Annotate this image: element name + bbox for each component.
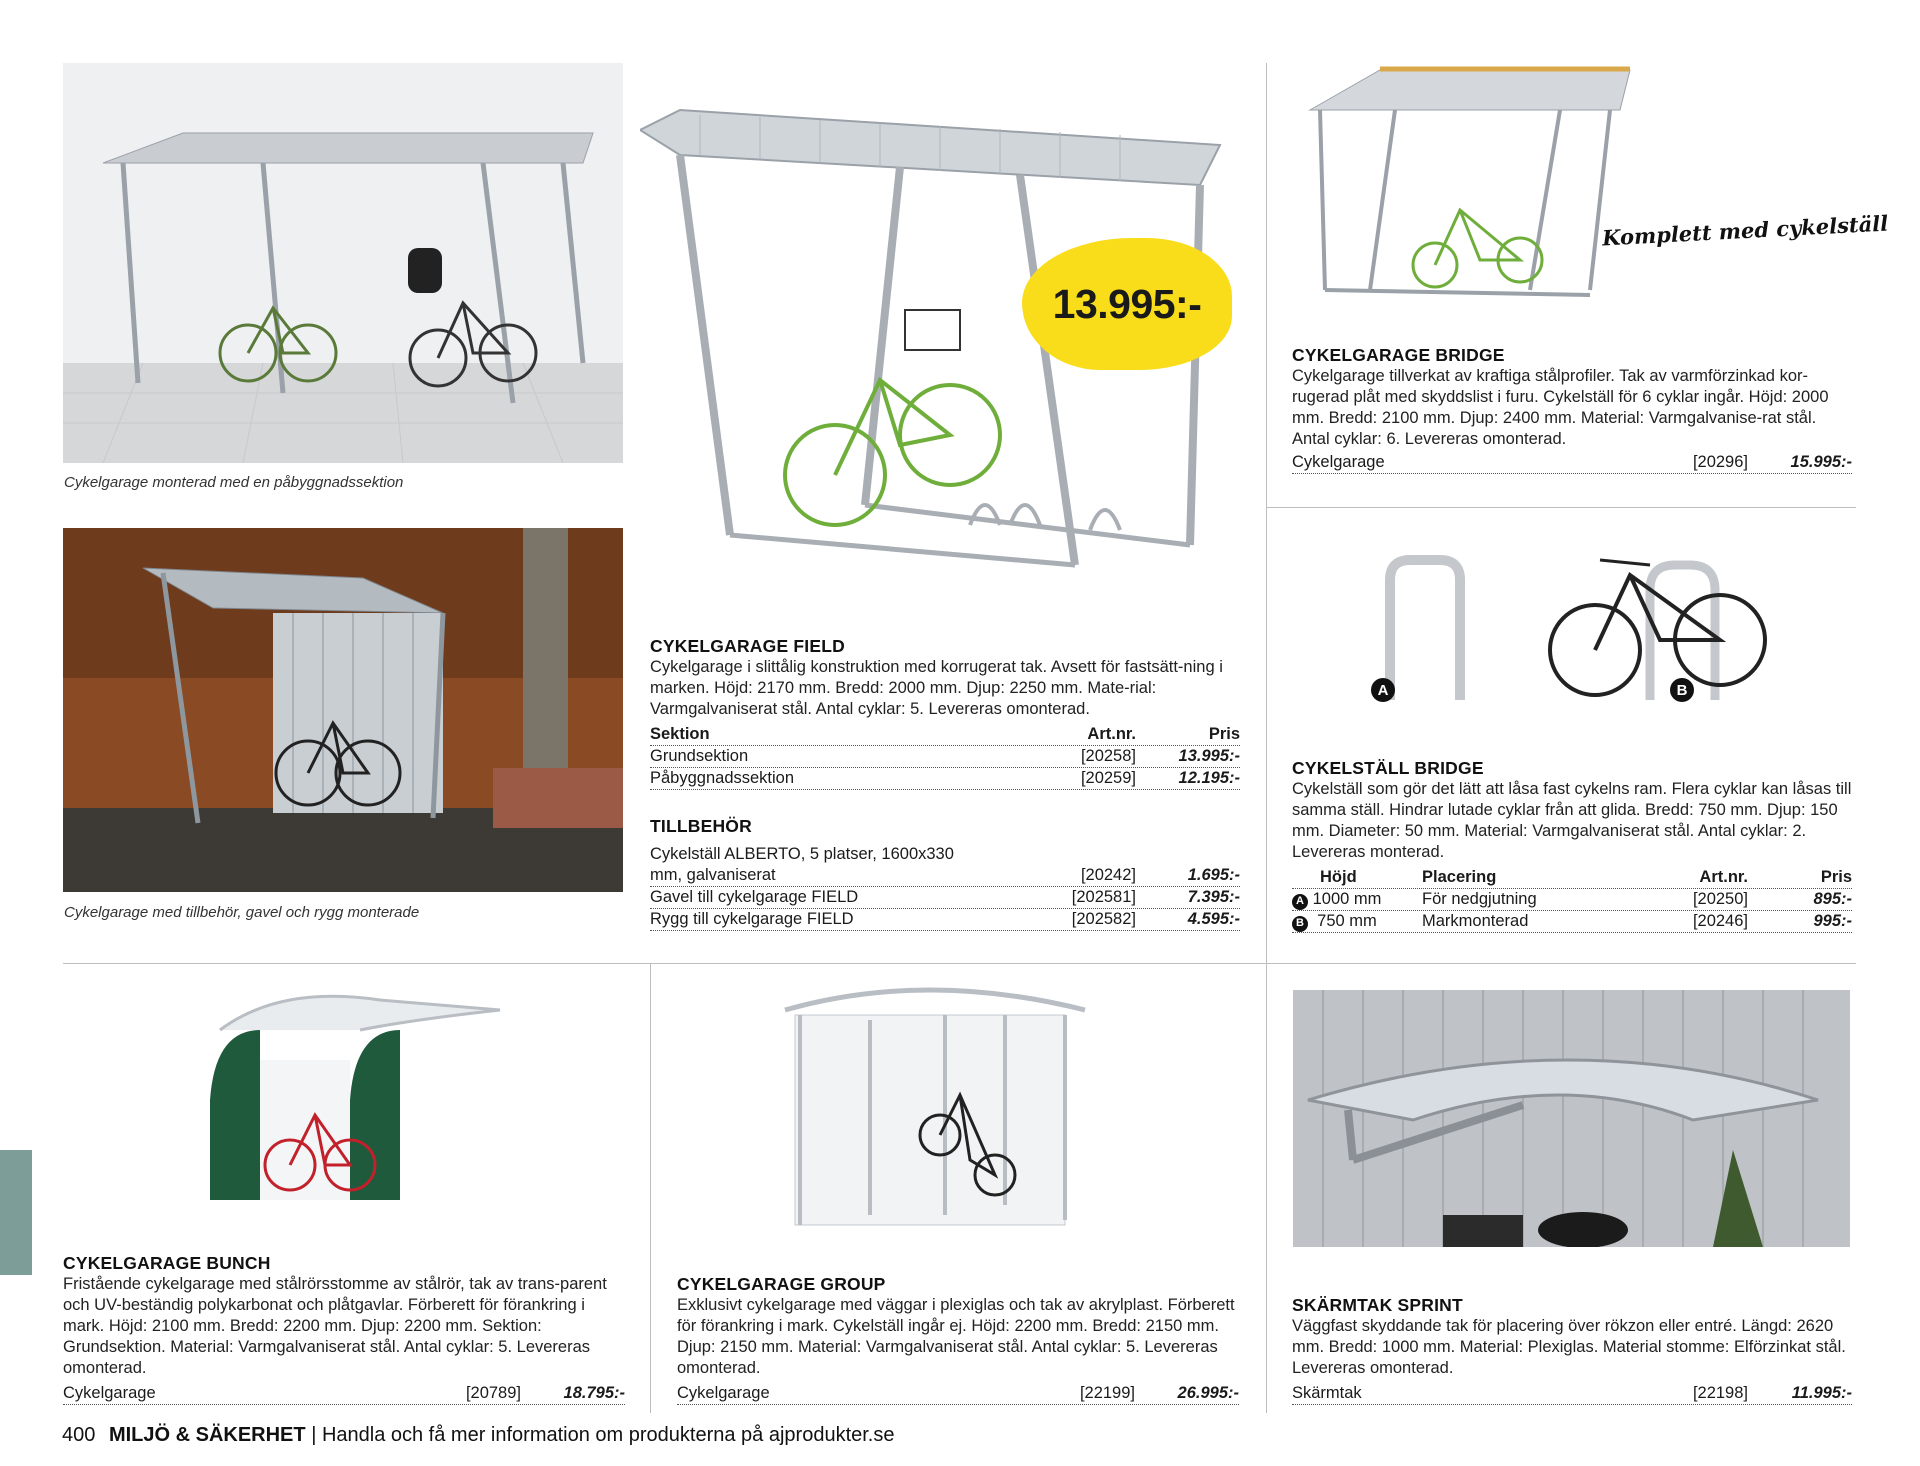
field-desc: Cykelgarage i slittålig konstruktion med korrugerat tak. Avsett för fastsätt-ning i marken. Höjd: 2170 mm. Bredd: 2000 mm. Djup: 2250 mm. Mate-rial: Varmgalvaniserat stål. Antal cyklar: 5. Levereras omonterad. — [650, 658, 1223, 718]
accessories-row-1-price: 1.695:- — [1187, 866, 1240, 884]
field-row-2-name: Påbyggnadssektion — [650, 769, 795, 787]
field-row-1-name: Grundsektion — [650, 747, 749, 765]
accessories-row-3-art: [202582] — [1071, 910, 1136, 928]
stall-row-1-badge: A — [1292, 894, 1308, 910]
group-desc: Exklusivt cykelgarage med väggar i plexiglas och tak av akrylplast. Förberett för förankring i mark. Cykelställ ingår ej. Höjd: 2200 mm. Bredd: 2150 mm. Djup: 2150 mm. Material: Varmgalvaniserat stål. Antal cyklar: 5. Levereras omonterad. — [677, 1296, 1235, 1377]
accessories-row-2-price: 7.395:- — [1187, 888, 1240, 906]
stall-row-2 — [1292, 911, 1852, 933]
stall-label-b — [1670, 678, 1694, 702]
field-title: CYKELGARAGE FIELD — [650, 636, 845, 656]
stall-title: CYKELSTÄLL BRIDGE — [1292, 758, 1484, 778]
field-row-1 — [650, 746, 1240, 768]
sprint-row — [1292, 1383, 1852, 1405]
bunch-row-name: Cykelgarage — [63, 1384, 156, 1402]
divider-vertical-bottom-2 — [1266, 963, 1267, 1413]
accessories-row-1 — [650, 845, 1240, 887]
sprint-desc: Väggfast skyddande tak för placering över rökzon eller entré. Längd: 2620 mm. Bredd: 1000 mm. Material: Plexiglas. Material stomme: Elförzinkat stål. Levereras omonterad. — [1292, 1317, 1846, 1377]
stall-row-2-badge: B — [1292, 916, 1308, 932]
stall-row-1-height: 1000 mm — [1312, 890, 1382, 908]
section-side-tab — [0, 1150, 32, 1275]
caption-photo2: Cykelgarage med tillbehör, gavel och rygg monterade — [64, 904, 420, 921]
bridge-title: CYKELGARAGE BRIDGE — [1292, 345, 1505, 365]
stall-row-2-price: 995:- — [1813, 912, 1852, 930]
stall-block — [1292, 758, 1852, 933]
stall-table-head — [1292, 867, 1852, 889]
accessories-row-2 — [650, 887, 1240, 909]
stall-label-a-text: A — [1371, 678, 1395, 702]
field-row-1-art: [20258] — [1080, 747, 1136, 765]
accessories-title: TILLBEHÖR — [650, 816, 752, 836]
accessories-row-3-price: 4.595:- — [1187, 910, 1240, 928]
accessories-row-1-art: [20242] — [1080, 866, 1136, 884]
photo-bunch-garage — [200, 990, 505, 1210]
sprint-title: SKÄRMTAK SPRINT — [1292, 1295, 1463, 1315]
field-row-1-price: 13.995:- — [1178, 747, 1240, 765]
accessories-row-3-name: Rygg till cykelgarage FIELD — [650, 910, 854, 928]
photo-sprint-canopy — [1293, 990, 1850, 1247]
caption-photo1: Cykelgarage monterad med en påbyggnadssektion — [64, 474, 404, 491]
divider-bridge-stall — [1266, 507, 1856, 508]
stall-label-b-text: B — [1670, 678, 1694, 702]
photo-bridge-garage — [1300, 65, 1640, 310]
divider-horizontal-mid — [63, 963, 1856, 964]
stall-row-2-height-cell — [1292, 911, 1422, 932]
stall-row-2-art: [20246] — [1692, 912, 1748, 930]
divider-vertical-bottom-1 — [650, 963, 651, 1413]
sprint-row-price: 11.995:- — [1791, 1384, 1852, 1402]
stall-row-1-height-cell — [1292, 889, 1422, 910]
stall-row-1-placement: För nedgjutning — [1422, 890, 1537, 908]
footer-text: | Handla och få mer information om produkterna på ajprodukter.se — [311, 1424, 895, 1446]
accessories-row-1-name: Cykelställ ALBERTO, 5 platser, 1600x330 mm, galvaniserat — [650, 845, 954, 884]
sprint-row-name: Skärmtak — [1292, 1384, 1362, 1402]
photo-garage-wall — [63, 63, 623, 463]
bunch-row-price: 18.795:- — [563, 1384, 625, 1402]
accessories-row-3 — [650, 909, 1240, 931]
bridge-row-price: 15.995:- — [1790, 453, 1852, 471]
photo-group-garage — [775, 985, 1095, 1240]
field-row-2-price: 12.195:- — [1178, 769, 1240, 787]
footer-section: MILJÖ & SÄKERHET — [108, 1424, 306, 1446]
field-block — [650, 636, 1240, 931]
bunch-title: CYKELGARAGE BUNCH — [63, 1253, 271, 1273]
accessories-row-2-art: [202581] — [1071, 888, 1136, 906]
stall-label-a — [1371, 678, 1395, 702]
accessories-row-2-name: Gavel till cykelgarage FIELD — [650, 888, 859, 906]
group-row-art: [22199] — [1079, 1384, 1135, 1402]
price-badge-text: 13.995:- — [1052, 280, 1202, 327]
group-row-price: 26.995:- — [1177, 1384, 1239, 1402]
bridge-row-name: Cykelgarage — [1292, 453, 1385, 471]
group-title: CYKELGARAGE GROUP — [677, 1274, 886, 1294]
bunch-desc: Fristående cykelgarage med stålrörsstomme av stålrör, tak av trans-parent och UV-beständig polykarbonat och plåtgavlar. Förberett för förankring i mark. Höjd: 2100 mm. Bredd: 2200 mm. Djup: 2200 mm. Sektion: Grundsektion. Material: Varmgalvaniserat stål. Antal cyklar: 5. Levereras omonterad. — [63, 1275, 607, 1377]
stall-row-2-height: 750 mm — [1317, 912, 1377, 930]
bunch-block — [63, 1253, 625, 1405]
bridge-desc: Cykelgarage tillverkat av kraftiga stålprofiler. Tak av varmförzinkad kor-rugerad plåt med skyddslist i furu. Cykelställ för 6 cyklar ingår. Höjd: 2000 mm. Bredd: 2100 mm. Djup: 2400 mm. Material: Varmgalvanise-rat stål. Antal cyklar: 6. Levereras omonterad. — [1292, 367, 1829, 448]
divider-vertical-top — [1266, 63, 1267, 963]
photo-garage-autumn — [63, 528, 623, 892]
bridge-block — [1292, 345, 1852, 474]
group-row — [677, 1383, 1239, 1405]
sprint-row-art: [22198] — [1692, 1384, 1748, 1402]
stall-row-1 — [1292, 889, 1852, 911]
stall-desc: Cykelställ som gör det lätt att låsa fast cykelns ram. Flera cyklar kan låsas till samma ställ. Hindrar lutade cyklar från att glida. Bredd: 750 mm. Djup: 150 mm. Diameter: 50 mm. Material: Varmgalvaniserat stål. Antal cyklar: 2. Levereras monterad. — [1292, 780, 1852, 861]
bridge-note: Komplett med cykelställ — [1601, 210, 1889, 251]
stall-row-1-art: [20250] — [1692, 890, 1748, 908]
page-number: 400 — [62, 1424, 96, 1446]
field-head-section: Sektion — [650, 725, 710, 743]
stall-row-2-placement: Markmonterad — [1422, 912, 1529, 930]
stall-row-1-price: 895:- — [1813, 890, 1852, 908]
stall-head-art: Art.nr. — [1699, 868, 1748, 886]
field-head-price: Pris — [1208, 725, 1240, 743]
field-table-head — [650, 724, 1240, 746]
field-row-2-art: [20259] — [1080, 769, 1136, 787]
sprint-block — [1292, 1295, 1852, 1405]
stall-head-height: Höjd — [1320, 868, 1357, 886]
price-badge — [1022, 238, 1232, 370]
bridge-row — [1292, 452, 1852, 474]
stall-head-placement: Placering — [1422, 868, 1497, 886]
page-footer — [62, 1424, 894, 1447]
bunch-row-art: [20789] — [465, 1384, 521, 1402]
bunch-row — [63, 1383, 625, 1405]
stall-head-price: Pris — [1820, 868, 1852, 886]
field-head-art: Art.nr. — [1087, 725, 1136, 743]
field-row-2 — [650, 768, 1240, 790]
group-block — [677, 1274, 1239, 1405]
bridge-row-art: [20296] — [1692, 453, 1748, 471]
group-row-name: Cykelgarage — [677, 1384, 770, 1402]
